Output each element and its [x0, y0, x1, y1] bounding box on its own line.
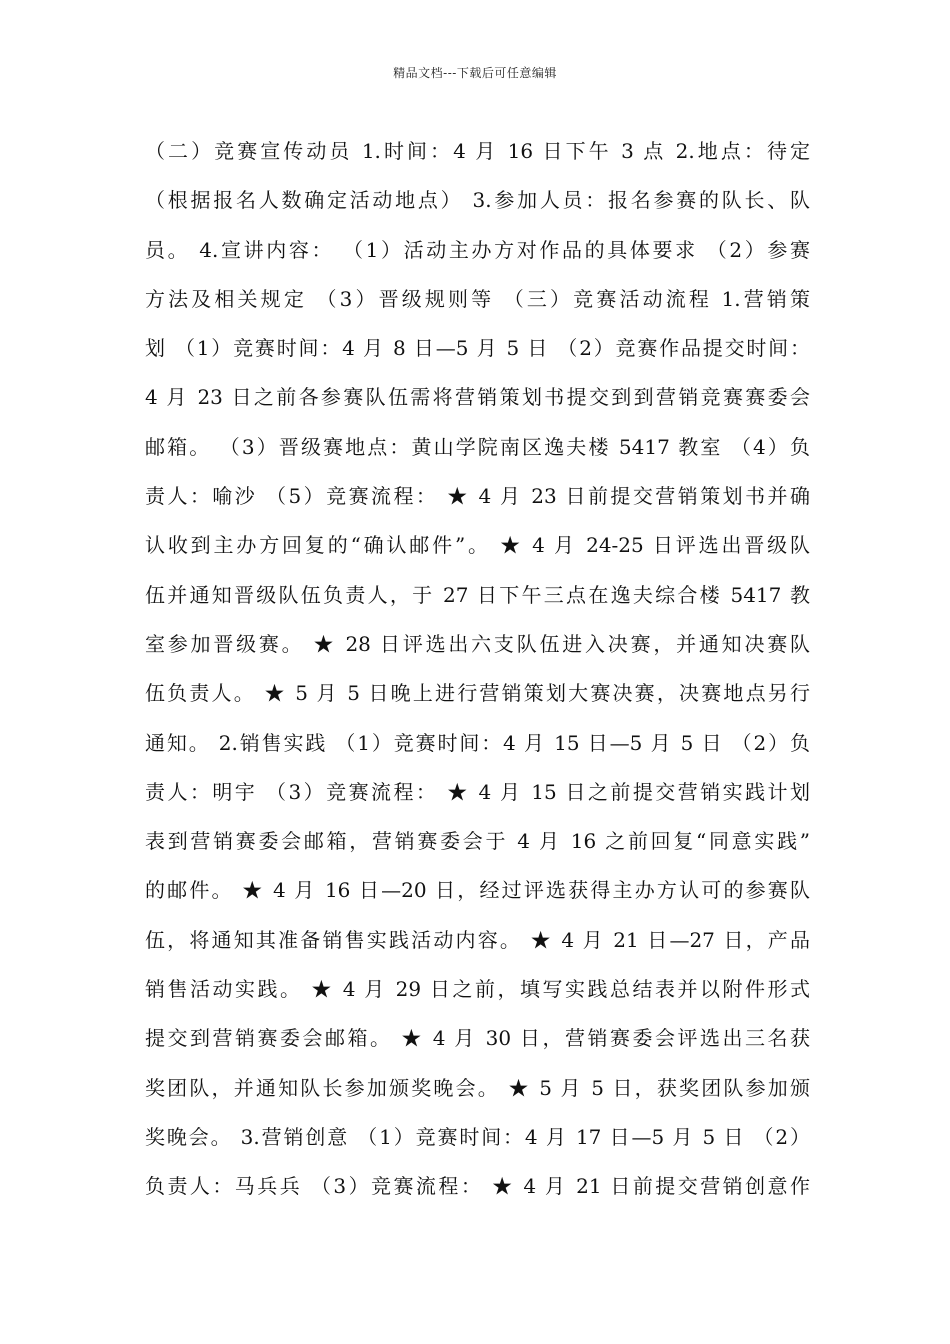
body-line: （二）竞赛宣传动员 1.时间：4 月 16 日下午 3 点 2.地点：待定 — [145, 139, 810, 163]
body-line: 奖晚会。 3.营销创意 （1）竞赛时间：4 月 17 日—5 月 5 日 （2） — [145, 1124, 810, 1149]
body-line: 奖团队，并通知队长参加颁奖晚会。 ★ 5 月 5 日，获奖团队参加颁 — [145, 1075, 810, 1100]
body-line: 伍，将通知其准备销售实践活动内容。 ★ 4 月 21 日—27 日，产品 — [145, 927, 810, 952]
body-line: 责人：喻沙 （5）竞赛流程： ★ 4 月 23 日前提交营销策划书并确 — [145, 484, 810, 509]
body-line: 伍并通知晋级队伍负责人，于 27 日下午三点在逸夫综合楼 5417 教 — [145, 582, 810, 607]
body-line: 室参加晋级赛。 ★ 28 日评选出六支队伍进入决赛，并通知决赛队 — [145, 631, 810, 656]
body-line: 划 （1）竞赛时间：4 月 8 日—5 月 5 日 （2）竞赛作品提交时间： — [145, 336, 810, 361]
body-line: （根据报名人数确定活动地点） 3.参加人员：报名参赛的队长、队 — [145, 188, 810, 213]
body-line: 的邮件。 ★ 4 月 16 日—20 日，经过评选获得主办方认可的参赛队 — [145, 878, 810, 903]
body-line: 方法及相关规定 （3）晋级规则等 （三）竞赛活动流程 1.营销策 — [145, 286, 810, 311]
body-line: 4 月 23 日之前各参赛队伍需将营销策划书提交到到营销竞赛赛委会 — [145, 385, 810, 410]
body-line: 通知。 2.销售实践 （1）竞赛时间：4 月 15 日—5 月 5 日 （2）负 — [145, 730, 810, 755]
document-body — [145, 131, 810, 1216]
body-line: 表到营销赛委会邮箱，营销赛委会于 4 月 16 之前回复“同意实践” — [145, 829, 810, 854]
body-line: 认收到主办方回复的“确认邮件”。 ★ 4 月 24-25 日评选出晋级队 — [145, 533, 810, 558]
body-line: 员。 4.宣讲内容： （1）活动主办方对作品的具体要求 （2）参赛 — [145, 237, 810, 262]
body-line: 销售活动实践。 ★ 4 月 29 日之前，填写实践总结表并以附件形式 — [145, 977, 810, 1002]
body-line: 提交到营销赛委会邮箱。 ★ 4 月 30 日，营销赛委会评选出三名获 — [145, 1026, 810, 1051]
body-line: 伍负责人。 ★ 5 月 5 日晚上进行营销策划大赛决赛，决赛地点另行 — [145, 681, 810, 706]
body-line: 责人：明宇 （3）竞赛流程： ★ 4 月 15 日之前提交营销实践计划 — [145, 779, 810, 804]
page-header: 精品文档---下载后可任意编辑 — [393, 66, 557, 80]
body-line: 负责人：马兵兵 （3）竞赛流程： ★ 4 月 21 日前提交营销创意作 — [145, 1174, 810, 1199]
body-line: 邮箱。 （3）晋级赛地点：黄山学院南区逸夫楼 5417 教室 （4）负 — [145, 434, 810, 459]
